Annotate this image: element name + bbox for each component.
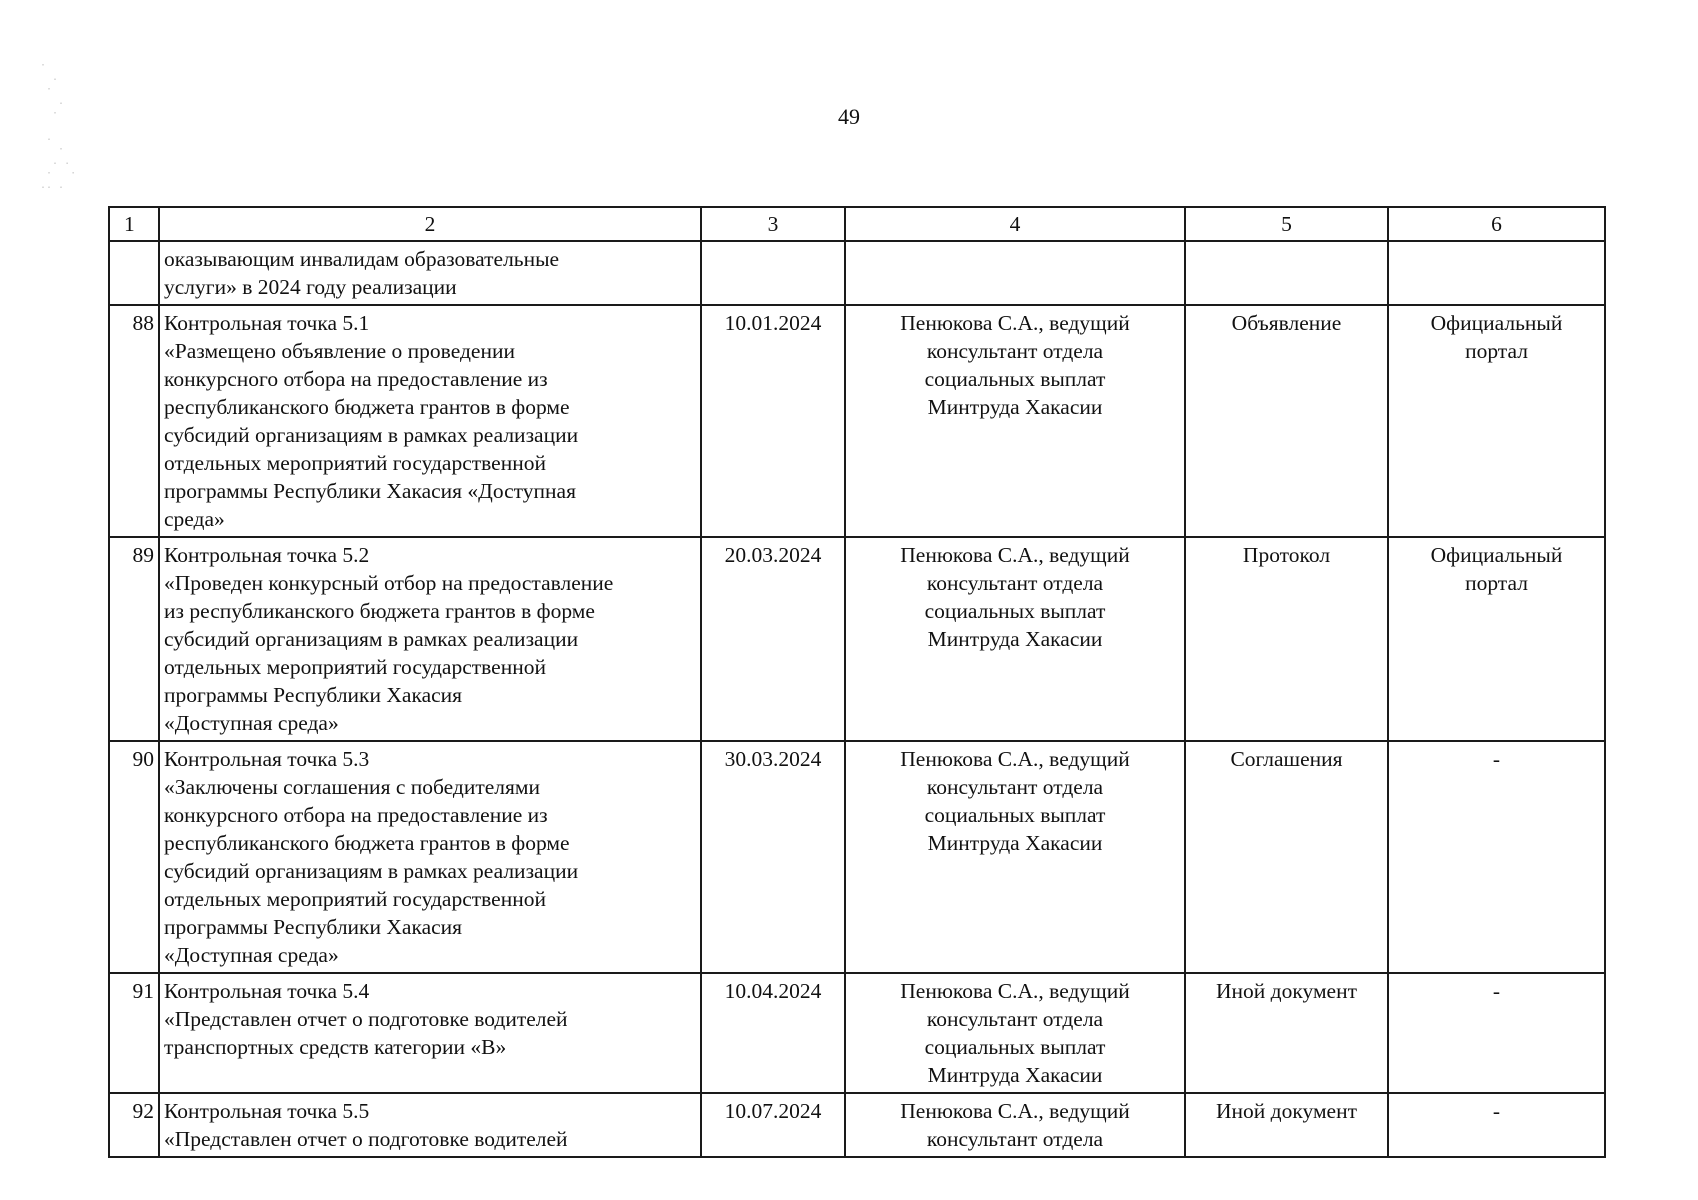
row-publication: Официальный портал xyxy=(1388,537,1605,741)
row-document-type: Объявление xyxy=(1185,305,1388,537)
row-description: Контрольная точка 5.3 «Заключены соглашения с победителями конкурсного отбора на предоставление из республиканского бюджета грантов в форме субсидий организациям в рамках реализации отдельных мероприятий государственной программы Республики Хакасия «Доступная среда» xyxy=(159,741,701,973)
row-number: 92 xyxy=(109,1093,159,1157)
column-header-4: 4 xyxy=(845,207,1185,241)
column-header-3: 3 xyxy=(701,207,845,241)
row-responsible xyxy=(845,241,1185,305)
row-publication: Официальный портал xyxy=(1388,305,1605,537)
row-date: 20.03.2024 xyxy=(701,537,845,741)
row-publication: - xyxy=(1388,741,1605,973)
table-row xyxy=(109,973,1605,1093)
row-responsible: Пенюкова С.А., ведущий консультант отдела социальных выплат Минтруда Хакасии xyxy=(845,537,1185,741)
row-responsible: Пенюкова С.А., ведущий консультант отдела xyxy=(845,1093,1185,1157)
row-date: 30.03.2024 xyxy=(701,741,845,973)
row-document-type xyxy=(1185,241,1388,305)
table-row xyxy=(109,305,1605,537)
row-responsible: Пенюкова С.А., ведущий консультант отдела социальных выплат Минтруда Хакасии xyxy=(845,741,1185,973)
row-number: 89 xyxy=(109,537,159,741)
row-responsible: Пенюкова С.А., ведущий консультант отдела социальных выплат Минтруда Хакасии xyxy=(845,305,1185,537)
column-header-5: 5 xyxy=(1185,207,1388,241)
row-number: 91 xyxy=(109,973,159,1093)
row-publication: - xyxy=(1388,1093,1605,1157)
row-number: 90 xyxy=(109,741,159,973)
row-description: оказывающим инвалидам образовательные услуги» в 2024 году реализации xyxy=(159,241,701,305)
row-description: Контрольная точка 5.5 «Представлен отчет о подготовке водителей xyxy=(159,1093,701,1157)
document-table-container xyxy=(108,206,1604,1158)
row-date: 10.01.2024 xyxy=(701,305,845,537)
column-number-row xyxy=(109,207,1605,241)
column-header-1: 1 xyxy=(109,207,159,241)
table-row xyxy=(109,741,1605,973)
table-row xyxy=(109,241,1605,305)
row-responsible: Пенюкова С.А., ведущий консультант отдела социальных выплат Минтруда Хакасии xyxy=(845,973,1185,1093)
row-document-type: Протокол xyxy=(1185,537,1388,741)
control-points-table xyxy=(108,206,1606,1158)
row-date: 10.04.2024 xyxy=(701,973,845,1093)
row-document-type: Иной документ xyxy=(1185,1093,1388,1157)
row-document-type: Иной документ xyxy=(1185,973,1388,1093)
page-number: 49 xyxy=(838,104,860,129)
row-number: 88 xyxy=(109,305,159,537)
row-publication xyxy=(1388,241,1605,305)
row-number xyxy=(109,241,159,305)
scan-artifact: · . · . · . · . . · · .. . xyxy=(40,60,77,191)
column-header-2: 2 xyxy=(159,207,701,241)
row-date: 10.07.2024 xyxy=(701,1093,845,1157)
row-publication: - xyxy=(1388,973,1605,1093)
table-row xyxy=(109,537,1605,741)
row-description: Контрольная точка 5.4 «Представлен отчет о подготовке водителей транспортных средств категории «В» xyxy=(159,973,701,1093)
table-row xyxy=(109,1093,1605,1157)
row-date xyxy=(701,241,845,305)
row-description: Контрольная точка 5.1 «Размещено объявление о проведении конкурсного отбора на предоставление из республиканского бюджета грантов в форме субсидий организациям в рамках реализации отдельных мероприятий государственной программы Республики Хакасия «Доступная среда» xyxy=(159,305,701,537)
column-header-6: 6 xyxy=(1388,207,1605,241)
row-description: Контрольная точка 5.2 «Проведен конкурсный отбор на предоставление из республиканского бюджета грантов в форме субсидий организациям в рамках реализации отдельных мероприятий государственной программы Республики Хакасия «Доступная среда» xyxy=(159,537,701,741)
row-document-type: Соглашения xyxy=(1185,741,1388,973)
